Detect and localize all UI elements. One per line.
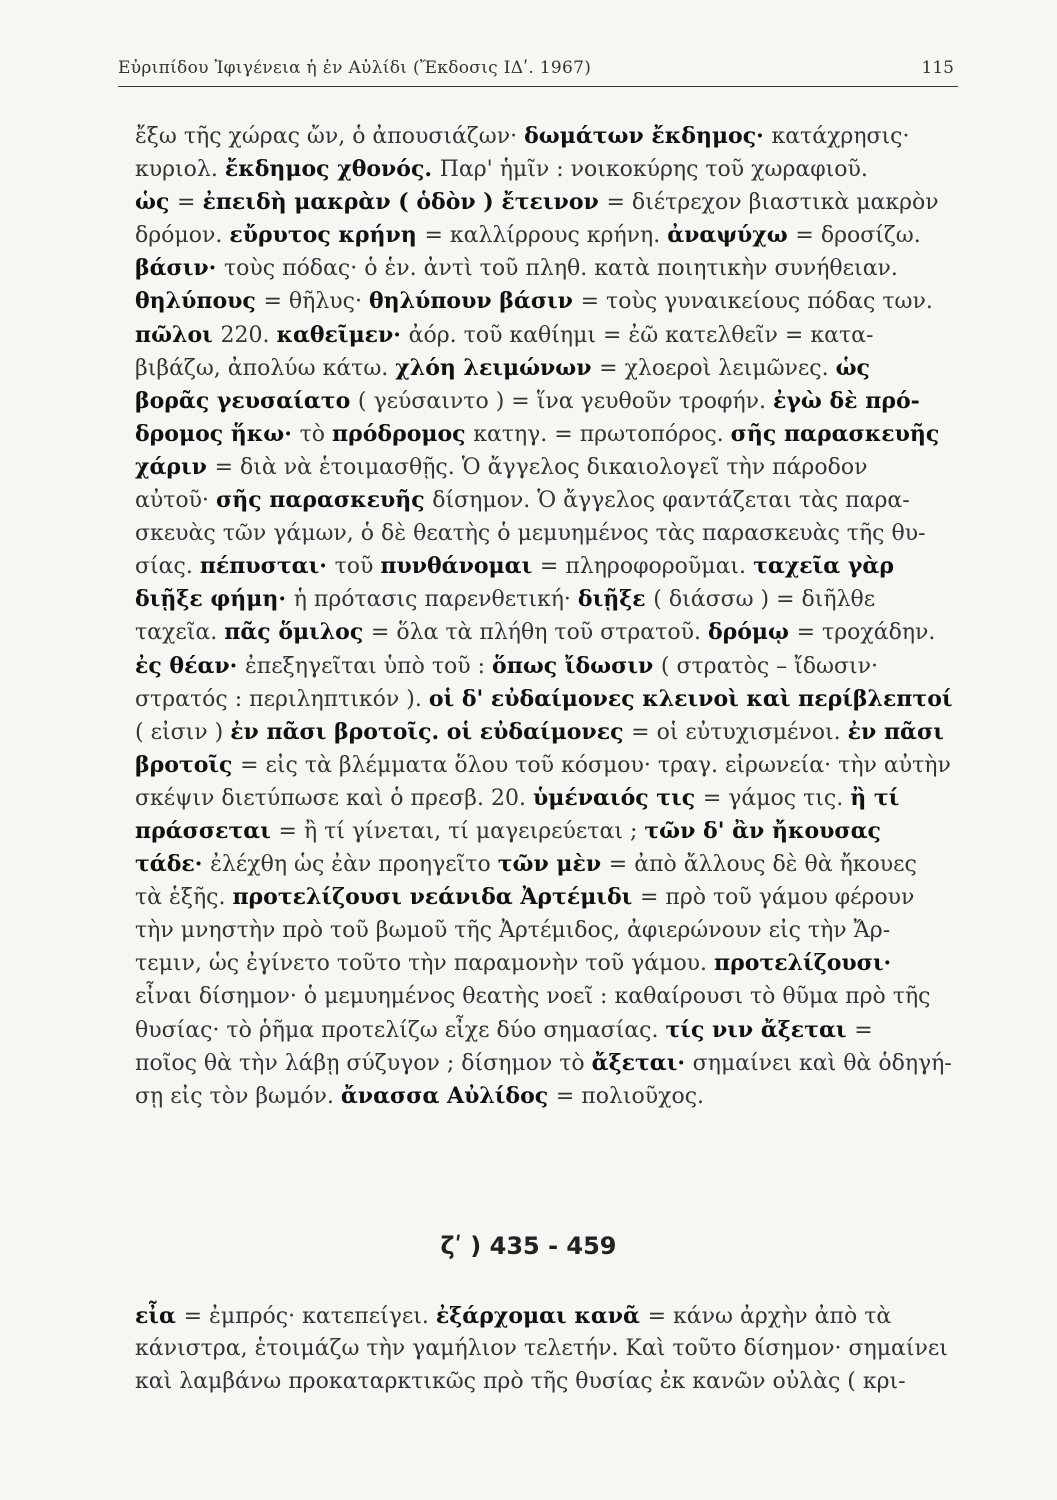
gloss-text: ἔξω τῆς χώρας ὤν, ὁ ἀπουσιάζων·	[135, 124, 525, 149]
bold-lemma: δωμάτων ἔκδημος·	[524, 123, 772, 149]
bold-lemma: σῆς παρασκευῆς	[730, 420, 940, 447]
gloss-text: = τοὺς γυναικείους πόδας των.	[580, 289, 933, 315]
text-line	[135, 418, 965, 451]
gloss-text: Παρ' ἡμῖν : νοικοκύρης τοῦ χωραφιοῦ.	[439, 157, 868, 183]
text-line	[135, 484, 965, 517]
gloss-text: ( στρατὸς – ἴδωσιν·	[660, 653, 878, 679]
gloss-text: = εἰς τὰ βλέμματα ὅλου τοῦ κόσμου· τραγ. εἰρωνεία· τὴν αὐτὴν	[240, 752, 951, 778]
bold-lemma: διῇξε φήμη·	[135, 586, 294, 613]
text-line	[135, 1014, 965, 1047]
text-line	[135, 583, 965, 616]
bold-lemma: εὔρυτος κρήνη	[229, 222, 425, 249]
gloss-text: ἡ πρότασις παρενθετική·	[293, 587, 578, 613]
gloss-text: σημαίνει καὶ θὰ ὁδηγή-	[692, 1050, 952, 1076]
bold-lemma: θηλύπουν βάσιν	[368, 288, 581, 315]
bold-lemma: ἐξάρχομαι κανᾶ	[435, 1303, 648, 1329]
bold-lemma: θηλύπους	[135, 288, 264, 315]
text-line	[135, 550, 965, 583]
gloss-text: θυσίας· τὸ ῥῆμα προτελίζω εἶχε δύο σημασίας.	[135, 1017, 666, 1043]
bold-lemma: ταχεῖα γὰρ	[753, 553, 894, 580]
bold-lemma: ὅπως ἴδωσιν	[492, 652, 661, 679]
gloss-text: ( εἰσιν )	[135, 719, 231, 745]
bold-lemma: δρομος ἥκω·	[135, 420, 300, 447]
bold-lemma: πράσσεται	[135, 817, 279, 844]
gloss-text: καὶ λαμβάνω προκαταρκτικῶς πρὸ τῆς θυσίας ἐκ κανῶν οὐλὰς ( κρι-	[135, 1369, 906, 1395]
gloss-text: ποῖος θὰ τὴν λάβῃ σύζυγον ; δίσημον τὸ	[135, 1050, 592, 1076]
bold-lemma: πέπυσται·	[199, 553, 335, 580]
bold-lemma: τίς νιν ἄξεται	[665, 1016, 855, 1043]
gloss-text: σκέψιν διετύπωσε καὶ ὁ πρεσβ. 20.	[135, 785, 533, 811]
section-body	[135, 1300, 965, 1399]
bold-lemma: ἐν πᾶσι	[847, 718, 944, 745]
bold-lemma: ἐν πᾶσι βροτοῖς. οἱ εὐδαίμονες	[230, 718, 632, 745]
text-line	[135, 319, 965, 352]
bold-lemma: ἐς θέαν·	[135, 652, 245, 679]
bold-lemma: ἢ τί	[850, 784, 900, 811]
text-line	[135, 1333, 965, 1366]
bold-lemma: ἄνασσα Αὐλίδος	[340, 1082, 556, 1109]
gloss-text: ( γεύσαιντο ) = ἵνα γευθοῦν τροφήν.	[357, 388, 773, 414]
bold-lemma: καθεῖμεν·	[276, 321, 409, 348]
text-line	[135, 285, 965, 318]
bold-lemma: ἐπειδὴ μακρὰν ( ὁδὸν ) ἔτεινον	[202, 189, 607, 216]
text-line	[135, 914, 965, 947]
text-line	[135, 517, 965, 550]
text-line	[135, 1080, 965, 1113]
bold-lemma: πρόδρομος	[331, 420, 474, 447]
gloss-text: = τροχάδην.	[796, 620, 936, 646]
bold-lemma: χάριν	[135, 453, 215, 480]
bold-lemma: ἀναψύχω	[667, 222, 796, 249]
commentary-body	[135, 120, 965, 1113]
gloss-text: κατηγ. = πρωτοπόρος.	[473, 421, 731, 447]
text-line	[135, 881, 965, 914]
gloss-text: τὰ ἑξῆς.	[135, 885, 233, 911]
bold-lemma: χλόη λειμώνων	[395, 354, 600, 381]
gloss-text: δίσημον. Ὁ ἄγγελος φαντάζεται τὰς παρα-	[432, 488, 910, 514]
gloss-text: σίας.	[135, 554, 200, 580]
section-heading: ζʹ ) 435 - 459	[440, 1232, 617, 1260]
text-line	[135, 683, 965, 716]
bold-lemma: πᾶς ὅμιλος	[224, 619, 371, 646]
gloss-text: = πρὸ τοῦ γάμου φέρουν	[639, 885, 915, 911]
gloss-text: = ὅλα τὰ πλήθη τοῦ στρατοῦ.	[370, 620, 708, 646]
bold-lemma: τάδε·	[135, 851, 211, 878]
text-line	[135, 153, 965, 186]
text-line	[135, 219, 965, 252]
gloss-text: ταχεῖα.	[135, 620, 225, 646]
text-line	[135, 616, 965, 649]
bold-lemma: βορᾶς γευσαίατο	[135, 387, 358, 414]
text-line	[135, 186, 965, 219]
gloss-text: κυριολ.	[135, 157, 225, 183]
text-line	[135, 252, 965, 285]
gloss-text: = δροσίζω.	[795, 223, 921, 249]
gloss-text: = ἀπὸ ἄλλους δὲ θὰ ἤκουες	[608, 852, 917, 878]
gloss-text: = γάμος τις.	[702, 785, 851, 811]
gloss-text: τεμιν, ὡς ἐγίνετο τοῦτο τὴν παραμονὴν τοῦ γάμου.	[135, 951, 715, 977]
gloss-text: βιβάζω, ἀπολύω κάτω.	[135, 355, 396, 381]
text-line	[135, 1300, 965, 1333]
text-line	[135, 848, 965, 881]
gloss-text: = διὰ νὰ ἑτοιμασθῇς. Ὁ ἄγγελος δικαιολογεῖ τὴν πάροδον	[214, 454, 868, 480]
text-line	[135, 120, 965, 153]
bold-lemma: δρόμῳ	[707, 619, 797, 646]
gloss-text: εἶναι δίσημον· ὁ μεμυημένος θεατὴς νοεῖ : καθαίρουσι τὸ θῦμα πρὸ τῆς	[135, 984, 931, 1010]
gloss-text: δρόμον.	[135, 223, 230, 249]
gloss-text: =	[177, 190, 203, 216]
gloss-text: κάνιστρα, ἑτοιμάζω τὴν γαμήλιον τελετήν. Καὶ τοῦτο δίσημον· σημαίνει	[135, 1336, 948, 1362]
gloss-text: = πληροφοροῦμαι.	[539, 554, 754, 580]
gloss-text: τοῦ	[334, 554, 381, 580]
bold-lemma: ἄξεται·	[591, 1049, 693, 1076]
bold-lemma: εἶα	[135, 1303, 184, 1329]
gloss-text: = κάνω ἀρχὴν ἀπὸ τὰ	[647, 1304, 892, 1329]
bold-lemma: προτελίζουσι νεάνιδα Ἀρτέμιδι	[232, 884, 640, 911]
gloss-text: σῃ εἰς τὸν βωμόν.	[135, 1083, 341, 1109]
gloss-text: = πολιοῦχος.	[555, 1083, 705, 1109]
bold-lemma: ἐγὼ δὲ πρό-	[773, 387, 920, 414]
gloss-text: = διέτρεχον βιαστικὰ μακρὸν	[606, 190, 939, 216]
text-line	[135, 749, 965, 782]
bold-lemma: ὡς	[135, 189, 178, 216]
gloss-text: ἐπεξηγεῖται ὑπὸ τοῦ :	[245, 653, 493, 679]
text-line	[135, 451, 965, 484]
text-line	[135, 782, 965, 815]
text-line	[135, 385, 965, 418]
running-header	[118, 56, 958, 87]
gloss-text: τοὺς πόδας· ὁ ἑν. ἀντὶ τοῦ πληθ. κατὰ ποιητικὴν συνήθειαν.	[224, 256, 898, 282]
gloss-text: = οἱ εὐτυχισμένοι.	[631, 719, 848, 745]
bold-lemma: τῶν μὲν	[497, 851, 609, 878]
bold-lemma: βάσιν·	[135, 255, 224, 282]
bold-lemma: προτελίζουσι·	[714, 950, 892, 977]
bold-lemma: οἱ δ' εὐδαίμονες κλεινοὶ καὶ περίβλεπτοί	[428, 685, 953, 712]
gloss-text: = καλλίρρους κρήνη.	[424, 223, 668, 249]
text-line	[135, 1366, 965, 1399]
gloss-text: 220.	[220, 322, 277, 348]
text-line	[135, 650, 965, 683]
bold-lemma: σῆς παρασκευῆς	[216, 487, 433, 514]
gloss-text: =	[854, 1017, 873, 1043]
text-line	[135, 980, 965, 1013]
gloss-text: στρατός : περιληπτικόν ).	[135, 686, 429, 712]
page-number: 115	[921, 58, 954, 78]
header-title: Εὐριπίδου Ἰφιγένεια ἡ ἐν Αὐλίδι (Ἔκδοσις ΙΔʹ. 1967)	[118, 58, 592, 78]
bold-lemma: ὑμέναιός τις	[533, 784, 703, 811]
text-line	[135, 815, 965, 848]
gloss-text: = ἢ τί γίνεται, τί μαγειρεύεται ;	[278, 818, 645, 844]
gloss-text: ἐλέχθη ὡς ἐὰν προηγεῖτο	[210, 852, 498, 878]
gloss-text: = θῆλυς·	[263, 289, 369, 315]
bold-lemma: διῇξε	[577, 586, 654, 613]
bold-lemma: τῶν δ' ἂν ἤκουσας	[644, 817, 881, 844]
text-line	[135, 716, 965, 749]
bold-lemma: ἔκδημος χθονός.	[224, 156, 440, 183]
gloss-text: τὸ	[299, 421, 332, 447]
bold-lemma: πῶλοι	[135, 321, 221, 348]
text-line	[135, 947, 965, 980]
gloss-text: κατάχρησις·	[771, 124, 910, 149]
gloss-text: ἀόρ. τοῦ καθίημι = ἐῶ κατελθεῖν = κατα-	[408, 322, 874, 348]
gloss-text: = χλοεροὶ λειμῶνες.	[599, 355, 836, 381]
gloss-text: αὐτοῦ·	[135, 488, 217, 514]
gloss-text: σκευὰς τῶν γάμων, ὁ δὲ θεατὴς ὁ μεμυημένος τὰς παρασκευὰς τῆς θυ-	[135, 521, 926, 547]
bold-lemma: βροτοῖς	[135, 751, 241, 778]
gloss-text: τὴν μνηστὴν πρὸ τοῦ βωμοῦ τῆς Ἀρτέμιδος, ἀφιερώνουν εἰς τὴν Ἄρ-	[135, 918, 891, 944]
text-line	[135, 352, 965, 385]
bold-lemma: ὡς	[835, 354, 870, 381]
gloss-text: = ἐμπρός· κατεπείγει.	[183, 1304, 436, 1329]
bold-lemma: πυνθάνομαι	[380, 553, 540, 580]
gloss-text: ( διάσσω ) = διῆλθε	[653, 587, 876, 613]
text-line	[135, 1047, 965, 1080]
